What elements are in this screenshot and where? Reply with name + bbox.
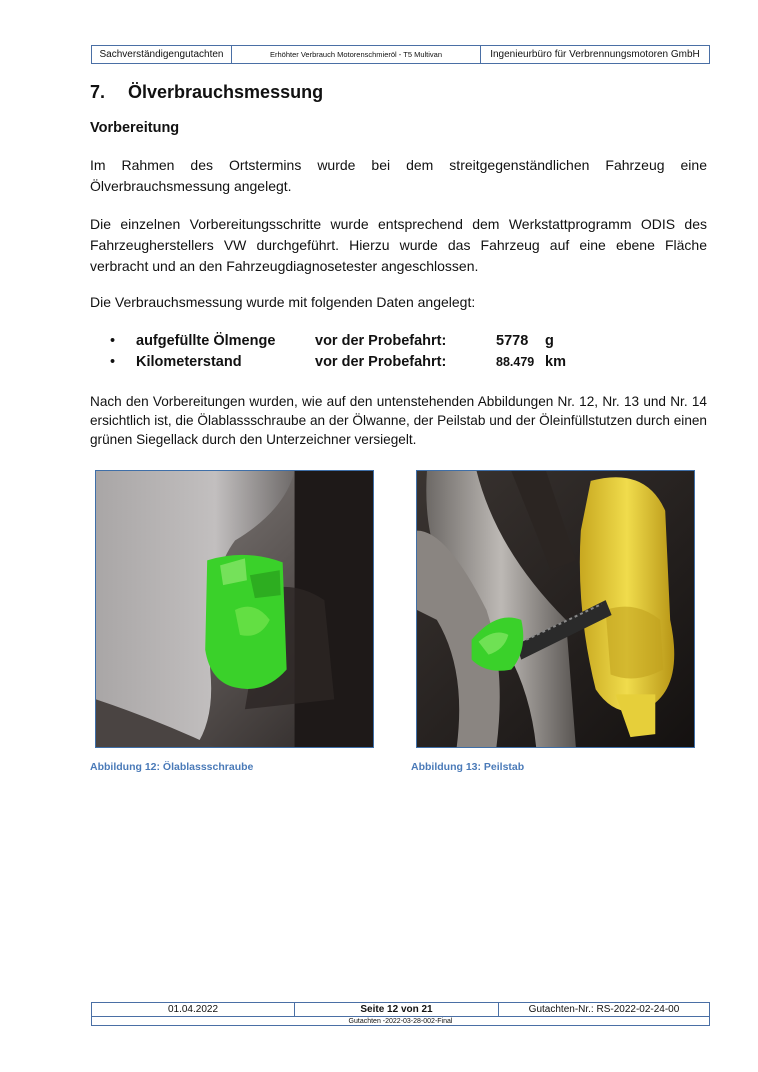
measurement-unit: km <box>545 354 566 370</box>
bullet: • <box>110 354 116 370</box>
footer-date: 01.04.2022 <box>92 1003 295 1016</box>
footer-report-number: Gutachten-Nr.: RS-2022-02-24-00 <box>528 1004 680 1015</box>
header-subject: Erhöhter Verbrauch Motorenschmieröl - T5 Multivan <box>232 46 481 63</box>
section-heading <box>90 82 323 103</box>
section-number: 7. <box>90 82 106 102</box>
footer-row <box>92 1003 709 1017</box>
measurement-value: 5778 <box>496 333 529 349</box>
photo-dipstick <box>416 470 695 748</box>
paragraph-measurement-intro: Die Verbrauchsmessung wurde mit folgenden Daten angelegt: <box>90 294 476 310</box>
bullet: • <box>110 333 116 349</box>
footer-document-name: Gutachten -2022-03-28-002-Final <box>348 1018 453 1025</box>
header-document-type: Sachverständigengutachten <box>92 46 232 63</box>
footer-page-number: Seite 12 von 21 <box>295 1003 499 1016</box>
figure-caption-13: Abbildung 13: Peilstab <box>411 761 525 773</box>
figure-caption-12: Abbildung 12: Ölablassschraube <box>90 761 254 773</box>
measurement-label: aufgefüllte Ölmenge <box>136 333 276 349</box>
photo-oil-drain-plug <box>95 470 374 748</box>
measurement-label: Kilometerstand <box>136 354 242 370</box>
measurement-unit: g <box>545 333 554 349</box>
measurement-value: 88.479 <box>496 355 535 369</box>
measurement-condition: vor der Probefahrt: <box>315 333 447 349</box>
subsection-heading: Vorbereitung <box>90 120 180 136</box>
section-title: Ölverbrauchsmessung <box>128 82 324 102</box>
measurement-condition: vor der Probefahrt: <box>315 354 447 370</box>
paragraph-intro: Im Rahmen des Ortstermins wurde bei dem streitgegenständlichen Fahrzeug eine Ölverbrauchsmessung angelegt. <box>90 157 707 194</box>
paragraph-preparation: Die einzelnen Vorbereitungsschritte wurde entsprechend dem Werkstattprogramm ODIS des Fahrzeugherstellers VW durchgeführt. Hierzu wurde das Fahrzeug auf eine ebene Fläche verbracht und an den Fahrzeugdiagnosetester angeschlossen. <box>90 216 707 274</box>
paragraph-sealing: Nach den Vorbereitungen wurden, wie auf den untenstehenden Abbildungen Nr. 12, Nr. 13 und Nr. 14 ersichtlich ist, die Ölablassschraube an der Ölwanne, der Peilstab und der Öleinfüllstutzen durch einen grünen Siegellack durch den Unterzeichner versiegelt. <box>90 394 707 447</box>
header-company: Ingenieurbüro für Verbrennungsmotoren GmbH <box>490 49 700 60</box>
page-header <box>91 45 710 64</box>
page-footer <box>91 1002 710 1026</box>
